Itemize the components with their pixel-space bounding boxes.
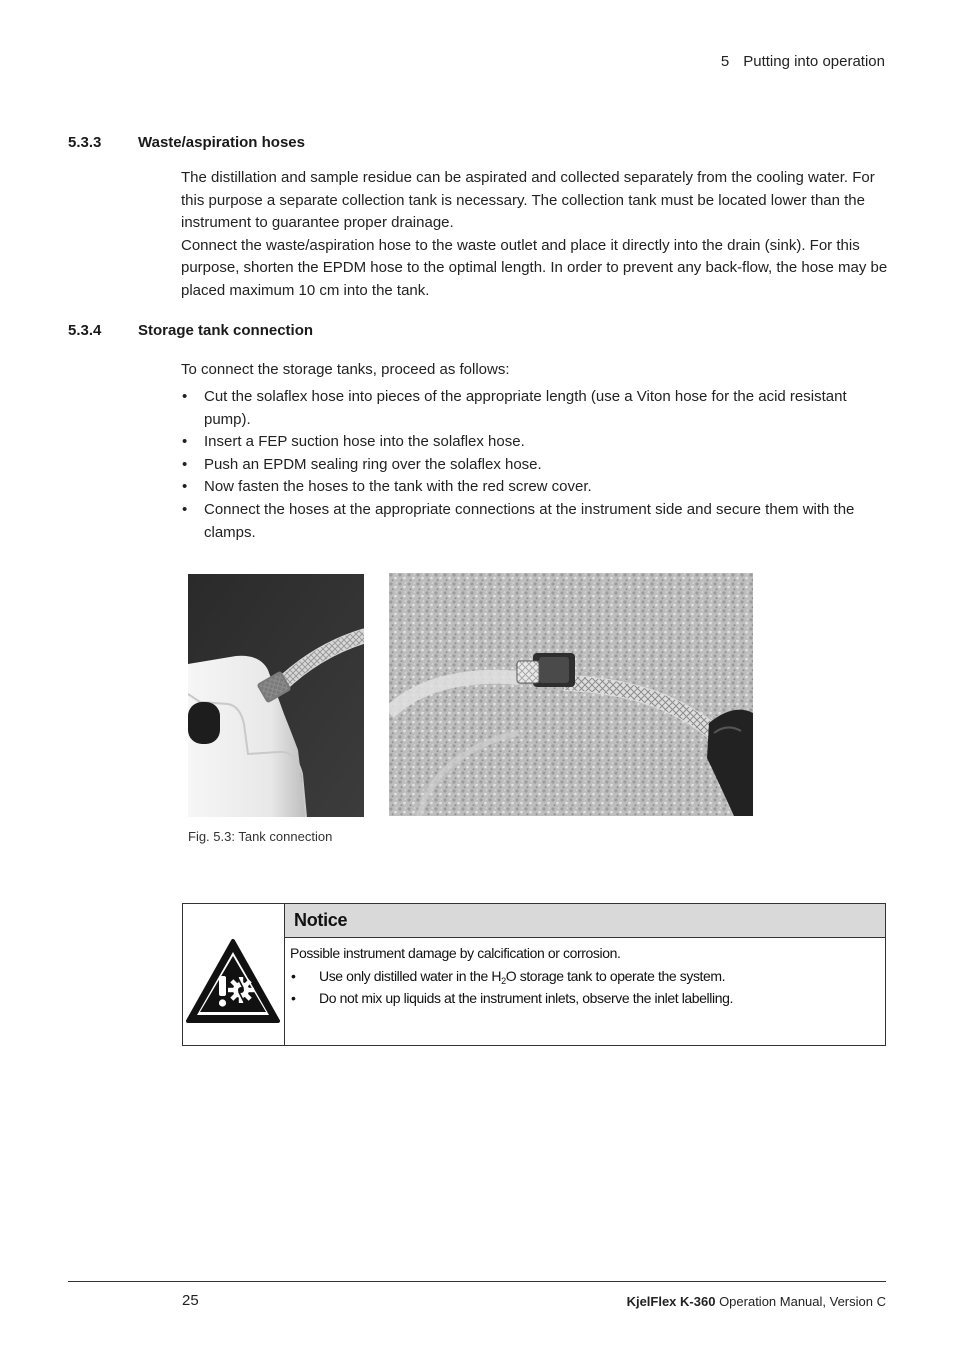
notice-item-1-text-end: O storage tank to operate the system. — [505, 968, 726, 984]
notice-title: Notice — [294, 910, 348, 930]
section-534-intro: To connect the storage tanks, proceed as follows: — [181, 361, 510, 378]
procedure-step: • Connect the hoses at the appropriate connections at the instrument side and secure them with the clamps. — [181, 499, 889, 544]
section-533-body — [181, 167, 889, 303]
notice-header — [285, 904, 885, 938]
procedure-step: • Cut the solaflex hose into pieces of the appropriate length (use a Viton hose for the acid resistant pump). — [181, 386, 889, 431]
footer-document-title — [627, 1294, 886, 1309]
notice-body — [290, 942, 877, 1009]
section-title-534: Storage tank connection — [138, 322, 314, 339]
procedure-step: • Push an EPDM sealing ring over the solaflex hose. — [181, 454, 889, 477]
chapter-title: Putting into operation — [743, 53, 885, 70]
hose-connection-illustration — [389, 573, 753, 816]
procedure-list — [181, 386, 889, 544]
photo-hose-connection — [389, 573, 753, 816]
section-533-paragraph-2: Connect the waste/aspiration hose to the waste outlet and place it directly into the drain (sink). For this purpose, shorten the EPDM hose to the optimal length. In order to prevent any back-flow, the hose may be placed maximum 10 cm into the tank. — [181, 236, 888, 299]
notice-item: • Do not mix up liquids at the instrument inlets, observe the inlet labelling. — [290, 987, 877, 1009]
photo-tank-canister — [188, 574, 364, 817]
footer-rule — [68, 1281, 886, 1282]
figure-caption: Fig. 5.3: Tank connection — [188, 829, 333, 844]
tank-canister-illustration — [188, 574, 364, 817]
section-title-533: Waste/aspiration hoses — [138, 134, 305, 151]
notice-lead: Possible instrument damage by calcification or corrosion. — [290, 945, 621, 961]
procedure-step: • Insert a FEP suction hose into the solaflex hose. — [181, 431, 889, 454]
section-533-paragraph-1: The distillation and sample residue can be aspirated and collected separately from the cooling water. For this purpose a separate collection tank is necessary. The collection tank must be located lower than the instrument to guarantee proper drainage. — [181, 169, 875, 232]
warning-damage-icon — [183, 904, 284, 1045]
product-name: KjelFlex K-360 — [626, 1294, 716, 1309]
subscript-2: 2 — [501, 976, 506, 986]
running-head — [721, 53, 885, 70]
chapter-number: 5 — [720, 53, 730, 70]
notice-box — [182, 903, 886, 1046]
section-number-534: 5.3.4 — [68, 322, 102, 339]
notice-icon-cell — [183, 904, 285, 1045]
section-number-533: 5.3.3 — [68, 134, 102, 151]
notice-list — [290, 965, 877, 1009]
manual-title: Operation Manual, Version C — [719, 1294, 886, 1309]
procedure-step: • Now fasten the hoses to the tank with the red screw cover. — [181, 476, 889, 499]
notice-item — [290, 965, 877, 987]
page-number: 25 — [182, 1292, 199, 1309]
notice-item-1-text: Use only distilled water in the H — [319, 968, 502, 984]
